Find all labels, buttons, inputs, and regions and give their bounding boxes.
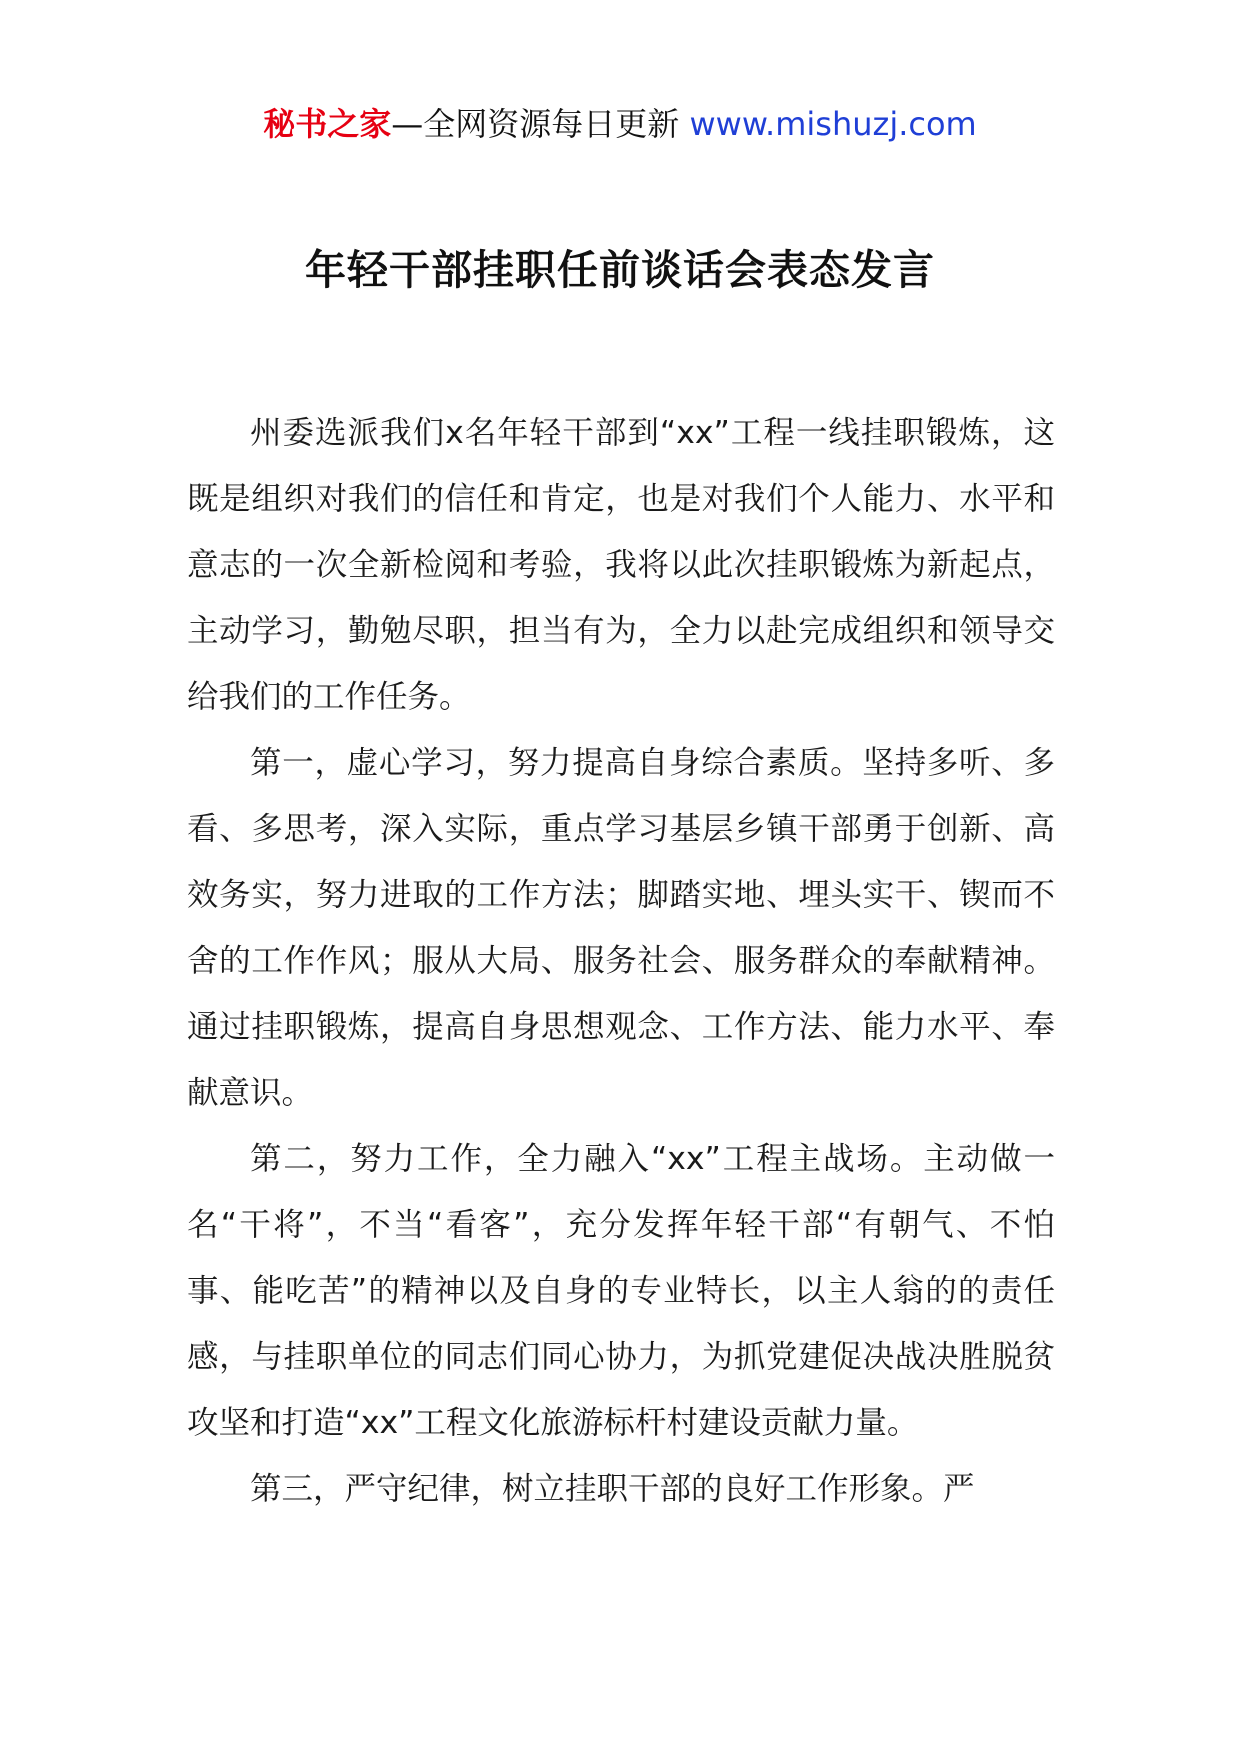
document-title: 年轻干部挂职任前谈话会表态发言	[305, 246, 935, 294]
site-url-link[interactable]: www.mishuzj.com	[689, 105, 977, 143]
point-three-paragraph: 第三，严守纪律，树立挂职干部的良好工作形象。严	[250, 1471, 975, 1507]
intro-paragraph: 州委选派我们x名年轻干部到“xx”工程一线挂职锻炼，这既是组织对我们的信任和肯定，也是对我们个人能力、水平和意志的一次全新检阅和考验，我将以此次挂职锻炼为新起点，主动学习，勤勉尽职，担当有为，全力以赴完成组织和领导交给我们的工作任务。	[187, 415, 1055, 715]
document-body	[187, 400, 1055, 1522]
header-slogan: —全网资源每日更新	[391, 105, 680, 143]
site-header	[0, 100, 1240, 148]
point-one-paragraph: 第一，虚心学习，努力提高自身综合素质。坚持多听、多看、多思考，深入实际，重点学习基层乡镇干部勇于创新、高效务实，努力进取的工作方法；脚踏实地、埋头实干、锲而不舍的工作作风；服从大局、服务社会、服务群众的奉献精神。通过挂职锻炼，提高自身思想观念、工作方法、能力水平、奉献意识。	[187, 745, 1055, 1111]
point-two-paragraph: 第二，努力工作，全力融入“xx”工程主战场。主动做一名“干将”，不当“看客”，充分发挥年轻干部“有朝气、不怕事、能吃苦”的精神以及自身的专业特长，以主人翁的的责任感，与挂职单位的同志们同心协力，为抓党建促决战决胜脱贫攻坚和打造“xx”工程文化旅游标杆村建设贡献力量。	[187, 1141, 1055, 1441]
brand-name: 秘书之家	[263, 105, 392, 143]
